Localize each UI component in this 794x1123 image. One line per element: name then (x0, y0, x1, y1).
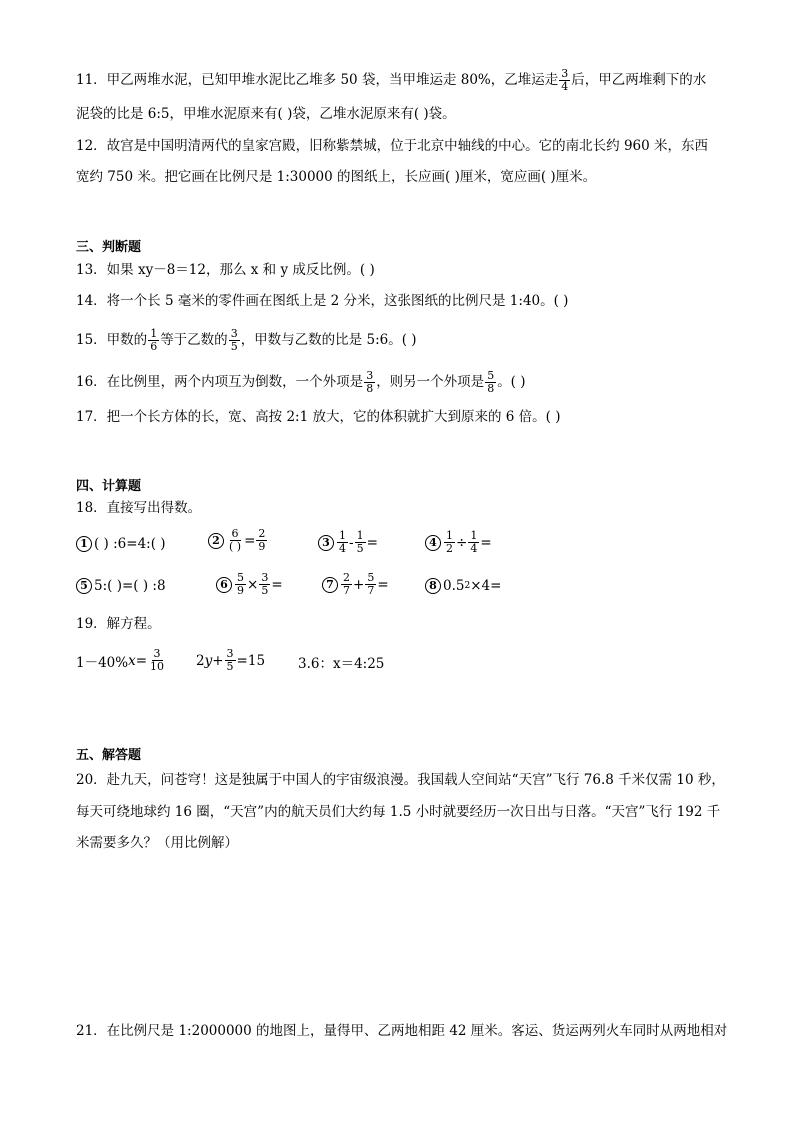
fraction: $\frac{3}{5}$ (230, 327, 238, 353)
section-heading-judgement: 三、判断题 (76, 240, 142, 255)
equation-2: 2 y + $\frac{3}{5}$ =15 (196, 647, 266, 673)
question-11-line-2: 泥袋的比是 6:5，甲堆水泥原来有( )袋，乙堆水泥原来有( )袋。 (76, 106, 456, 122)
question-11-line-1: 11．甲乙两堆水泥，已知甲堆水泥比乙堆多 50 袋，当甲堆运走 80%，乙堆运走 $\frac{3}{4}$ 后，甲乙两堆剩下的水 (76, 67, 707, 93)
section-heading-answer: 五、解答题 (76, 748, 142, 763)
calc-item-7: 7 $\frac{2}{7}$ + $\frac{5}{7}$ = (322, 572, 389, 597)
calc-item-4: 4 $\frac{1}{2}$ ÷ $\frac{1}{4}$ = (425, 530, 492, 555)
calc-item-5: 5 5:( )=( ) :8 (76, 578, 166, 594)
question-17: 17．把一个长方体的长，宽、高按 2:1 放大，它的体积就扩大到原来的 6 倍。( ) (76, 409, 561, 425)
fraction: $\frac{3}{4}$ (561, 67, 569, 93)
question-20-line-3: 米需要多久？（用比例解） (76, 835, 238, 851)
question-15: 15．甲数的 $\frac{1}{6}$ 等于乙数的 $\frac{3}{5}$ ，甲数与乙数的比是 5:6。( ) (76, 327, 417, 353)
question-16: 16．在比例里，两个内项互为倒数，一个外项是 $\frac{3}{8}$ ，则另一个外项是 $\frac{5}{8}$ 。( ) (76, 369, 526, 395)
question-13: 13．如果 xy－8＝12，那么 x 和 y 成反比例。( ) (76, 262, 375, 278)
question-19: 19．解方程。 (76, 616, 161, 632)
question-20-line-1: 20．赴九天，问苍穹！这是独属于中国人的宇宙级浪漫。我国载人空间站“天宫”飞行 76.8 千米仅需 10 秒， (76, 772, 725, 788)
equation-1: 1－40% x = $\frac{3}{10}$ (76, 647, 165, 673)
fraction: $\frac{5}{8}$ (487, 369, 495, 395)
question-21: 21．在比例尺是 1:2000000 的地图上，量得甲、乙两地相距 42 厘米。客运、货运两列火车同时从两地相对 (76, 1023, 728, 1039)
question-18: 18．直接写出得数。 (76, 500, 202, 516)
calc-item-2: 2 $\frac{6}{( )}$ = $\frac{2}{9}$ (208, 528, 268, 553)
calc-item-3: 3 $\frac{1}{4}$ - $\frac{1}{5}$ = (318, 530, 378, 555)
calc-item-1: 1 ( ) :6=4:( ) (76, 536, 166, 552)
question-12-line-1: 12．故宫是中国明清两代的皇家宫殿，旧称紫禁城，位于北京中轴线的中心。它的南北长约 960 米，东西 (76, 138, 709, 154)
question-12-line-2: 宽约 750 米。把它画在比例尺是 1:30000 的图纸上，长应画( )厘米，宽应画( )厘米。 (76, 169, 597, 185)
fraction: $\frac{3}{8}$ (366, 369, 374, 395)
question-20-line-2: 每天可绕地球约 16 圈，“天宫”内的航天员们大约每 1.5 小时就要经历一次日出与日落。“天宫”飞行 192 千 (76, 804, 721, 820)
calc-item-8: 8 0.5 2 ×4= (425, 578, 501, 594)
equation-3: 3.6：x＝4:25 (298, 656, 385, 672)
section-heading-calculation: 四、计算题 (76, 479, 142, 494)
question-14: 14．将一个长 5 毫米的零件画在图纸上是 2 分米，这张图纸的比例尺是 1:40。( ) (76, 293, 569, 309)
fraction: $\frac{1}{6}$ (150, 327, 158, 353)
calc-item-6: 6 $\frac{5}{9}$ × $\frac{3}{5}$ = (216, 572, 283, 597)
